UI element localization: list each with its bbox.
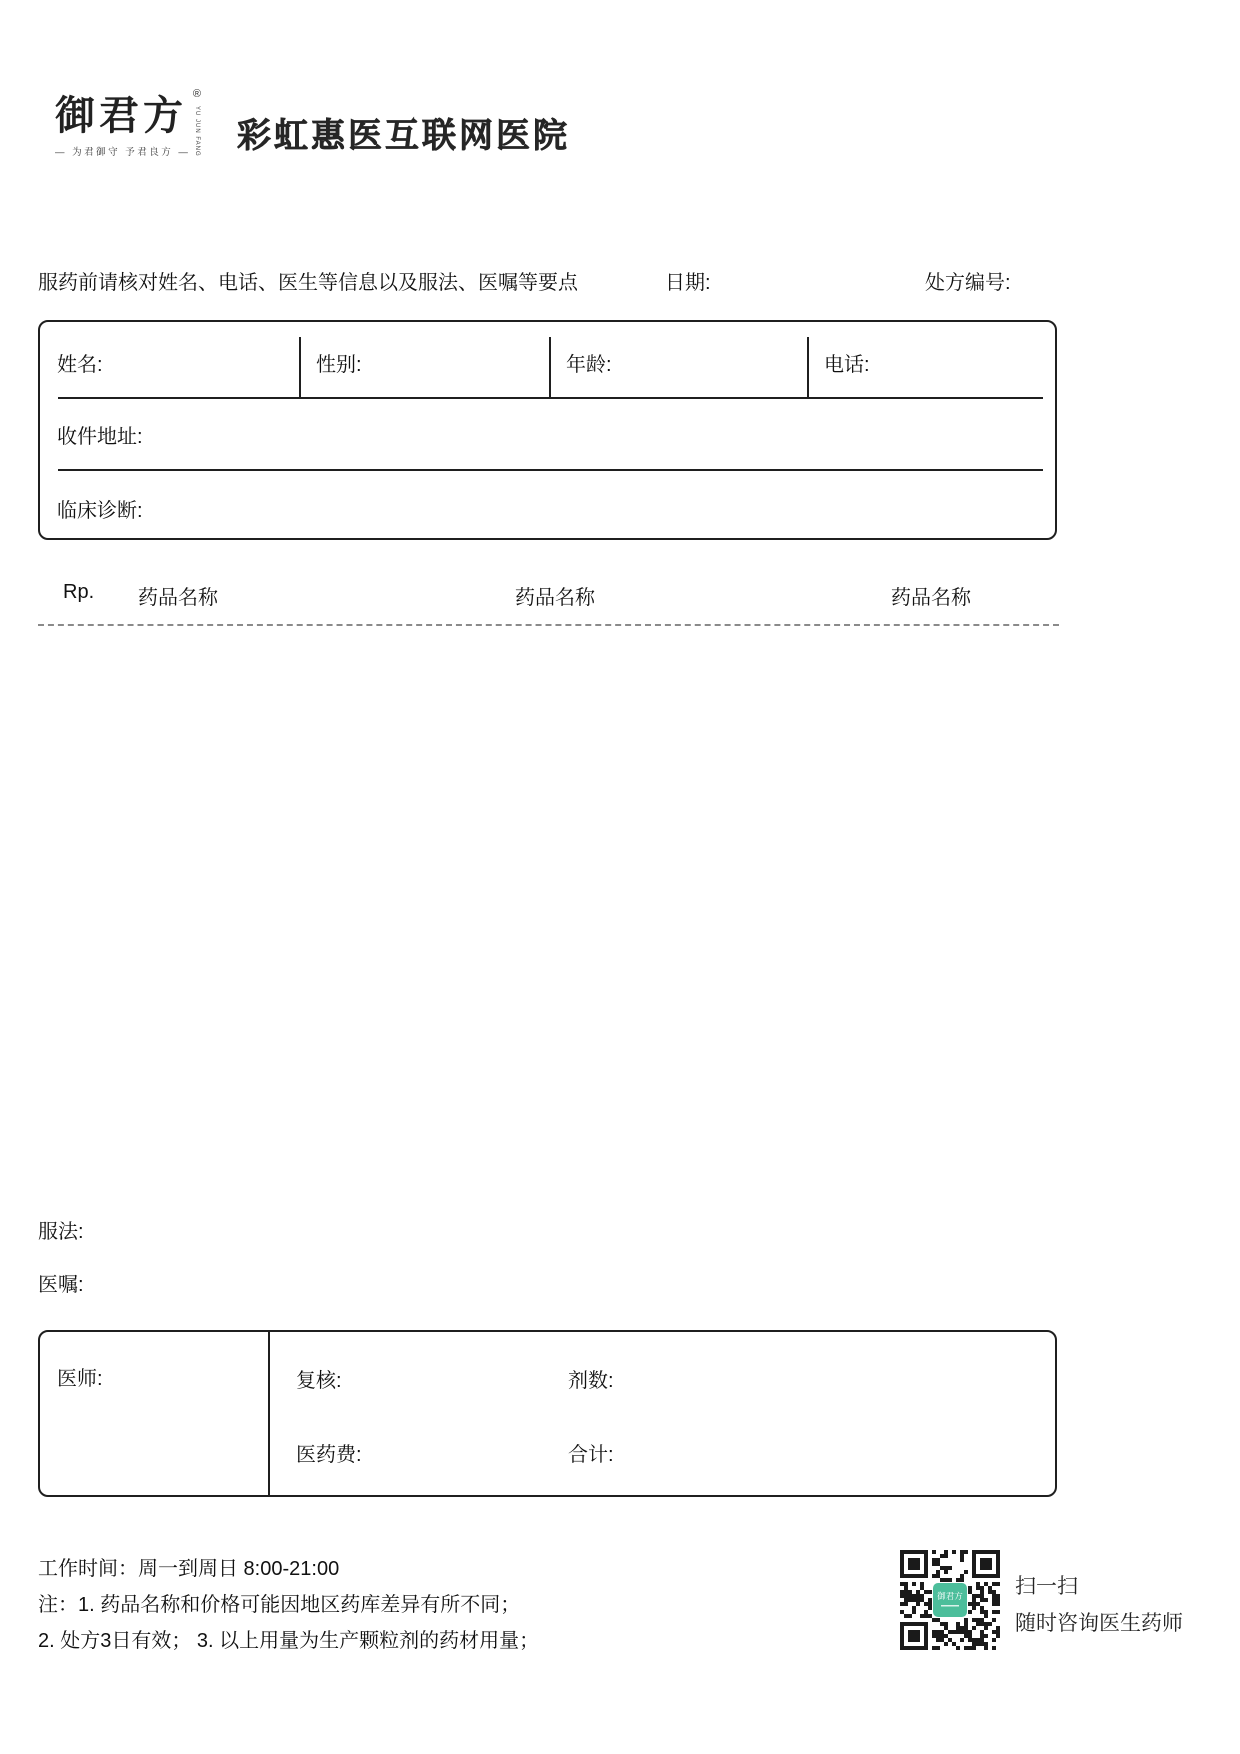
phone-label: 电话: xyxy=(824,354,870,376)
dose-count-label: 剂数: xyxy=(568,1370,614,1392)
logo-tagline: — 为君御守 予君良方 — xyxy=(55,147,191,158)
verification-notice: 服药前请核对姓名、电话、医生等信息以及服法、医嘱等要点 xyxy=(38,272,578,294)
dashed-separator-line xyxy=(38,624,1059,626)
footer-note-line-1: 注：1. 药品名称和价格可能因地区药库差异有所不同； xyxy=(38,1594,521,1616)
logo-pinyin-vertical: YU JUN FANG xyxy=(194,106,200,157)
total-label: 合计: xyxy=(568,1444,614,1466)
gender-field xyxy=(299,322,549,397)
drug-name-column-header: 药品名称 xyxy=(891,587,971,609)
medicine-fee-label: 医药费: xyxy=(296,1444,362,1466)
divider-line xyxy=(58,397,1043,399)
rp-label: Rp. xyxy=(63,581,95,603)
shipping-address-label: 收件地址: xyxy=(57,426,143,448)
physician-label: 医师: xyxy=(57,1368,103,1390)
footer-note-line-2: 2. 处方3日有效； 3. 以上用量为生产颗粒剂的药材用量； xyxy=(38,1630,540,1652)
logo-wordmark: 御君方 xyxy=(55,93,187,138)
drug-name-column-header: 药品名称 xyxy=(515,587,595,609)
qr-consult-caption: 随时咨询医生药师 xyxy=(1015,1612,1183,1635)
working-hours-text: 工作时间：周一到周日 8:00-21:00 xyxy=(38,1558,340,1580)
registered-trademark-icon: ® xyxy=(192,88,201,100)
hospital-name-title: 彩虹惠医互联网医院 xyxy=(237,117,570,155)
prescription-number-label: 处方编号: xyxy=(925,272,1011,294)
gender-label: 性别: xyxy=(316,354,362,376)
qr-code xyxy=(900,1550,1000,1650)
notice-row xyxy=(38,266,1062,292)
age-field xyxy=(549,322,807,397)
drug-name-column-header: 药品名称 xyxy=(138,587,218,609)
usage-method-label: 服法: xyxy=(38,1221,84,1243)
date-label: 日期: xyxy=(665,272,711,294)
signature-fee-box xyxy=(38,1330,1057,1497)
phone-field xyxy=(807,322,1055,397)
name-label: 姓名: xyxy=(57,354,103,376)
medical-advice-label: 医嘱: xyxy=(38,1274,84,1296)
qr-scan-caption: 扫一扫 xyxy=(1015,1575,1078,1598)
physician-cell xyxy=(40,1332,270,1495)
patient-info-box xyxy=(38,320,1057,540)
review-fee-cell xyxy=(270,1332,1055,1495)
review-label: 复核: xyxy=(296,1370,342,1392)
age-label: 年龄: xyxy=(566,354,612,376)
name-field xyxy=(40,322,299,397)
svg-text:御君方: 御君方 xyxy=(937,1591,963,1601)
brand-logo xyxy=(55,88,201,158)
patient-identity-row xyxy=(40,322,1055,397)
clinical-diagnosis-label: 临床诊断: xyxy=(57,500,143,522)
prescription-header-row xyxy=(38,581,1062,607)
divider-line xyxy=(58,469,1043,471)
